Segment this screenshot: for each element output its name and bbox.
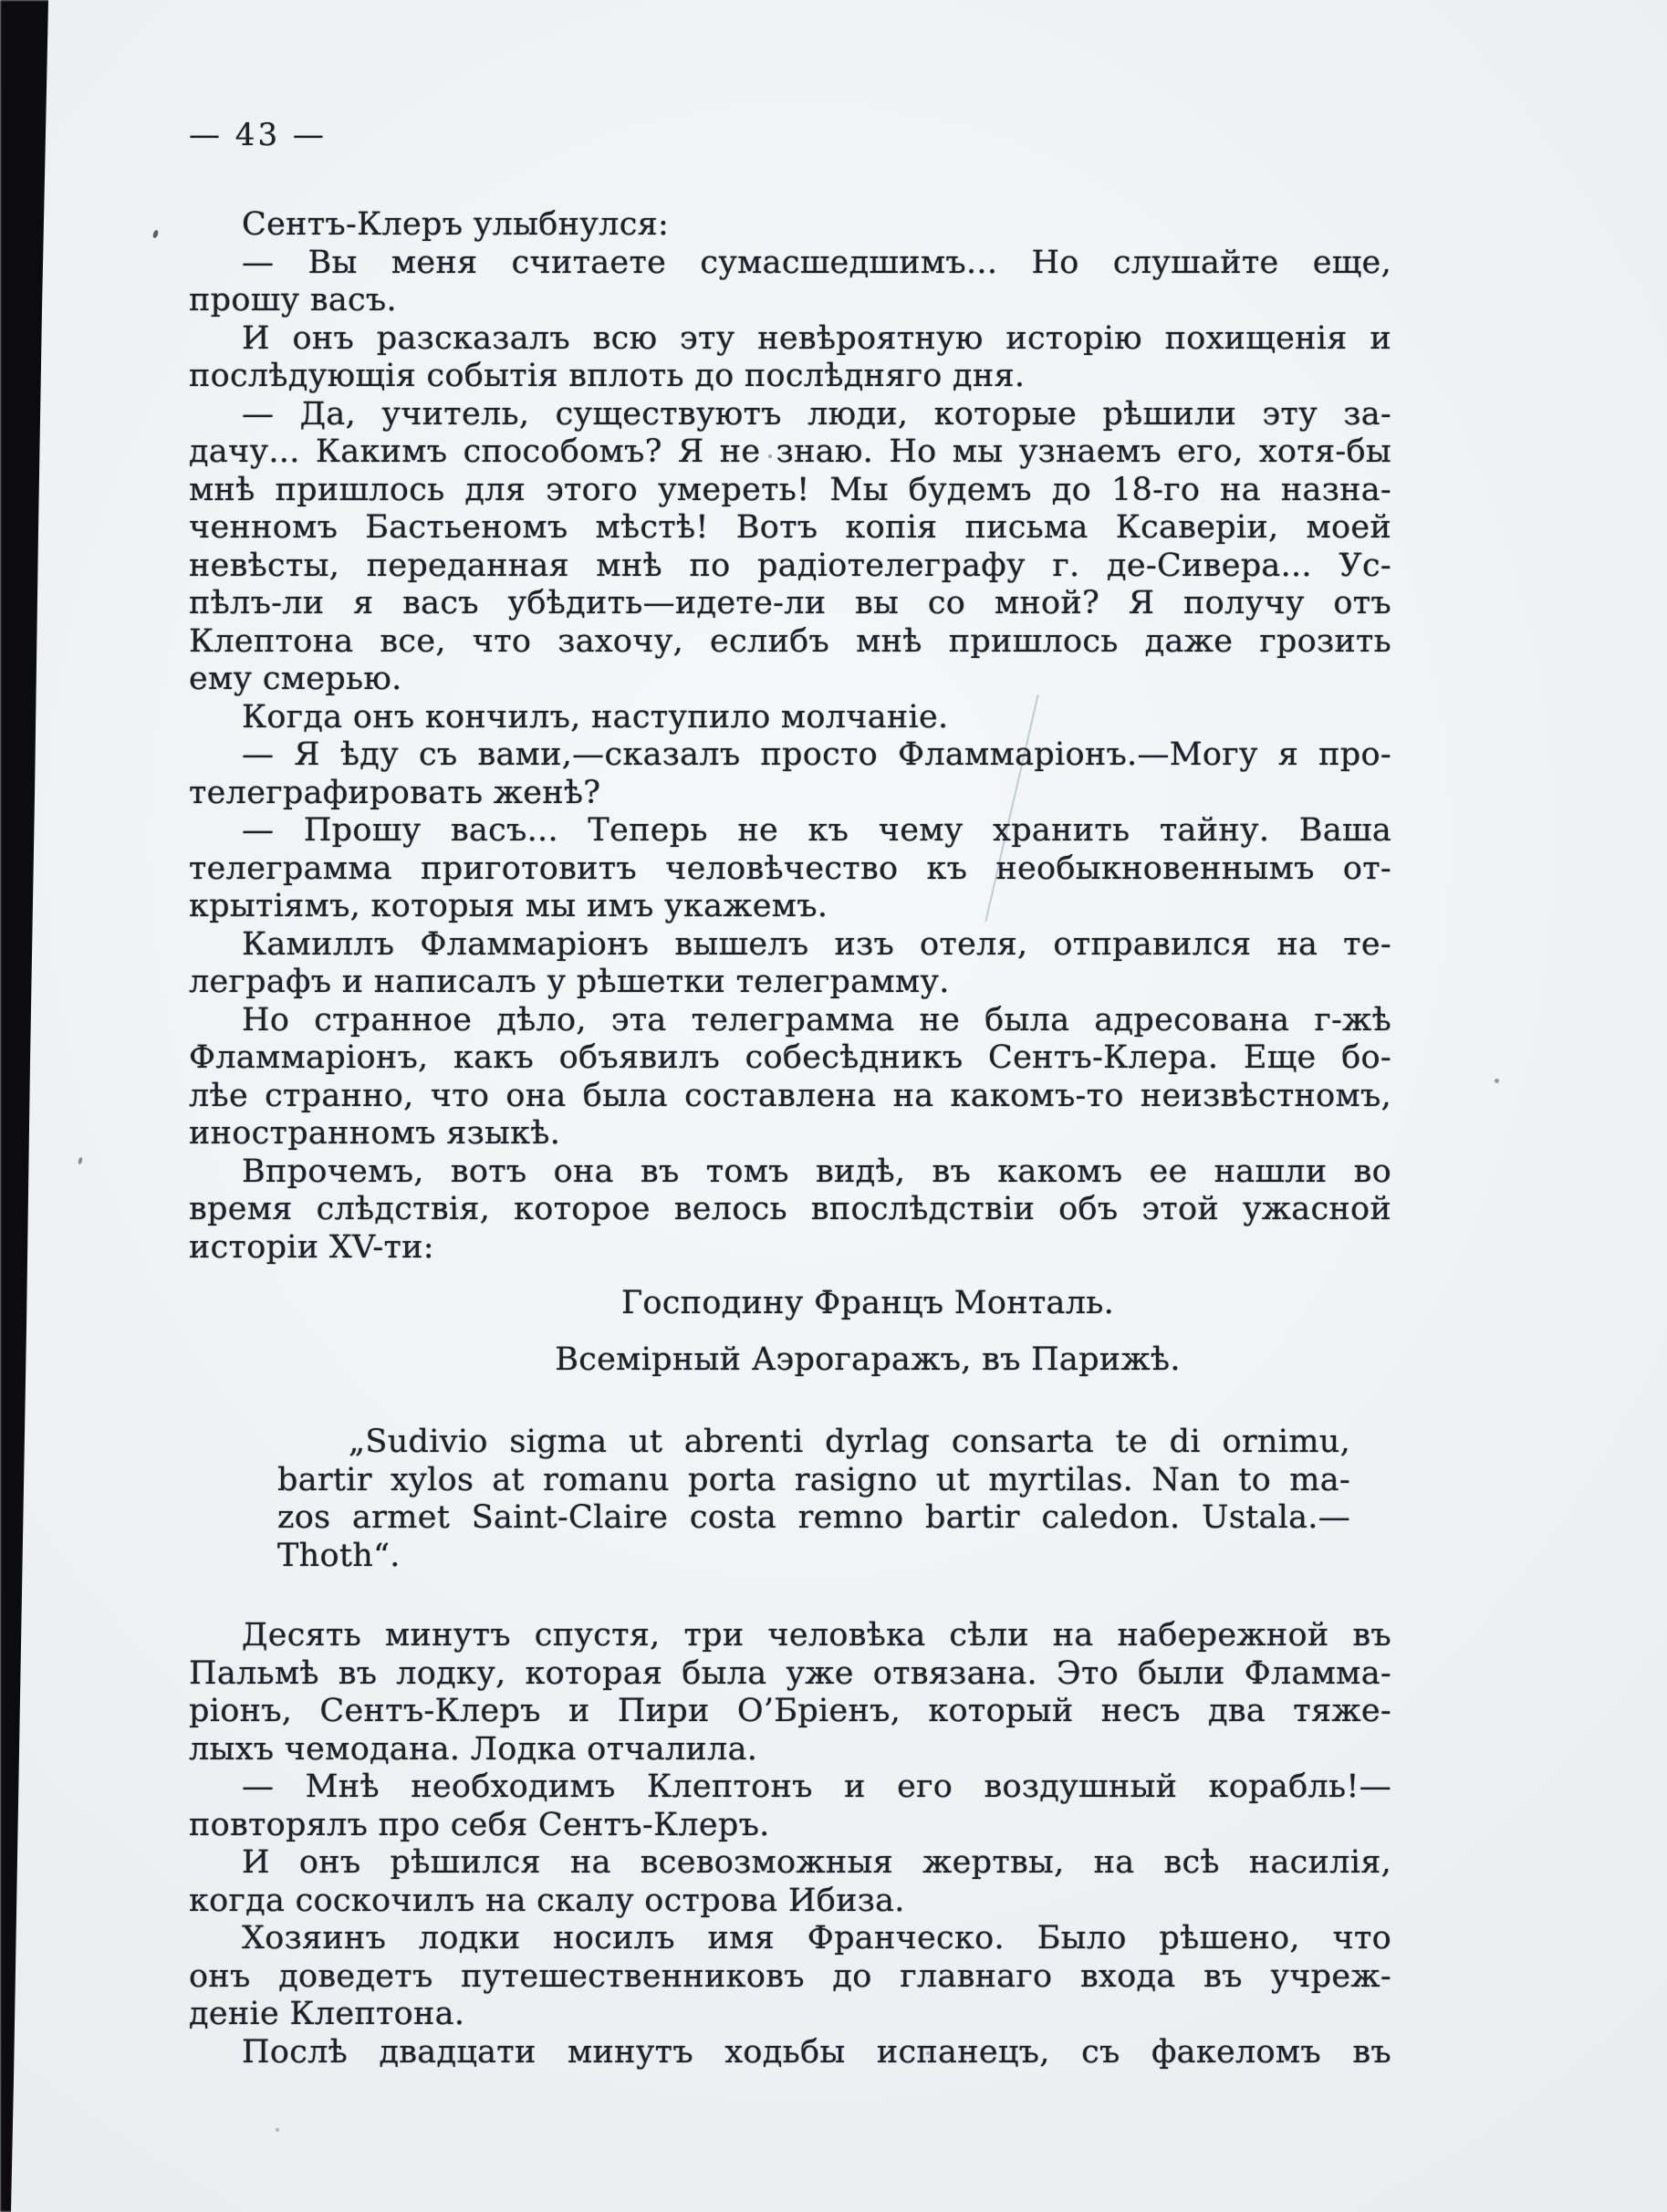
- body-text-line: повторялъ про себя Сентъ-Клеръ.: [189, 1806, 770, 1843]
- ink-speck: [78, 1157, 83, 1165]
- body-text-line: Десять минутъ спустя, три человѣка сѣли на набережной въ: [242, 1617, 1391, 1654]
- address-recipient-line: Господину Францъ Монталь.: [620, 1285, 1115, 1321]
- telegram-text-line: zos armet Saint-Claire costa remno bartir caledon. Ustala.—: [277, 1499, 1350, 1536]
- body-text-line: Но странное дѣло, эта телеграмма не была адресована г-жѣ: [242, 1001, 1391, 1038]
- body-text-line: Пальмѣ въ лодку, которая была уже отвязана. Это были Фламма-: [189, 1654, 1391, 1692]
- body-text-line: — Мнѣ необходимъ Клептонъ и его воздушный корабль!—: [242, 1769, 1391, 1805]
- page-number: — 43 —: [189, 117, 327, 153]
- body-text-line: мнѣ пришлось для этого умереть! Мы будемъ до 18-го на назна-: [189, 471, 1391, 508]
- body-text-line: Впрочемъ, вотъ она въ томъ видѣ, въ какомъ ее нашли во: [242, 1153, 1391, 1190]
- body-text-line: Сентъ-Клеръ улыбнулся:: [242, 206, 670, 243]
- body-text-line: послѣдующія событія вплоть до послѣдняго дня.: [189, 358, 1026, 394]
- body-text-line: — Я ѣду съ вами,—сказалъ просто Фламмаріонъ.—Могу я про-: [242, 736, 1391, 773]
- body-text-line: иностранномъ языкѣ.: [189, 1115, 561, 1152]
- body-text-line: телеграфировать женѣ?: [189, 774, 601, 811]
- body-text-line: ему смерью.: [189, 661, 402, 697]
- ink-speck: [152, 229, 160, 238]
- body-text-line: Камиллъ Фламмаріонъ вышелъ изъ отеля, отправился на те-: [242, 925, 1391, 963]
- body-text-line: лыхъ чемодана. Лодка отчалила.: [189, 1730, 758, 1768]
- body-text-line: исторіи XV-ти:: [189, 1228, 434, 1266]
- body-text-line: время слѣдствія, которое велось впослѣдствіи объ этой ужасной: [189, 1191, 1391, 1227]
- page-text-block-continued: [189, 1617, 1391, 2071]
- body-text-line: Фламмаріонъ, какъ объявилъ собесѣдникъ Сентъ-Клера. Еще бо-: [189, 1039, 1391, 1076]
- body-text-line: Клептона все, что захочу, еслибъ мнѣ пришлось даже грозить: [189, 622, 1391, 660]
- page-text-block: [189, 206, 1391, 2071]
- body-text-line: ченномъ Бастьеномъ мѣстѣ! Вотъ копія письма Ксаверіи, моей: [189, 509, 1391, 546]
- telegram-text-line: „Sudivio sigma ut abrenti dyrlag consarta te di ornimu,: [349, 1424, 1350, 1460]
- body-text-line: дачу... Какимъ способомъ? Я не знаю. Но мы узнаемъ его, хотя-бы: [189, 433, 1391, 470]
- body-text-line: онъ доведетъ путешественниковъ до главнаго входа въ учреж-: [189, 1957, 1391, 1995]
- scan-gutter-shadow: [0, 0, 64, 2212]
- body-text-line: И онъ рѣшился на всевозможныя жертвы, на всѣ насилія,: [242, 1844, 1391, 1881]
- body-text-line: Хозяинъ лодки носилъ имя Франческо. Было рѣшено, что: [242, 1920, 1391, 1956]
- body-text-line: И онъ разсказалъ всю эту невѣроятную исторію похищенія и: [242, 319, 1391, 357]
- body-text-line: телеграмма приготовитъ человѣчество къ необыкновеннымъ от-: [189, 850, 1391, 887]
- body-text-line: деніе Клептона.: [189, 1996, 465, 2032]
- body-text-line: леграфъ и написалъ у рѣшетки телеграмму.: [189, 964, 950, 1000]
- telegram-text-line: Thoth“.: [277, 1537, 401, 1574]
- body-text-line: пѣлъ-ли я васъ убѣдить—идете-ли вы со мной? Я получу отъ: [189, 585, 1391, 621]
- body-text-line: Послѣ двадцати минутъ ходьбы испанецъ, съ факеломъ въ: [242, 2033, 1391, 2071]
- address-location-line: Всемірный Аэрогаражъ, въ Парижѣ.: [555, 1341, 1181, 1378]
- body-text-line: лѣе странно, что она была составлена на какомъ-то неизвѣстномъ,: [189, 1077, 1391, 1114]
- body-text-line: Когда онъ кончилъ, наступило молчаніе.: [242, 698, 949, 736]
- body-text-line: — Да, учитель, существуютъ люди, которые рѣшили эту за-: [242, 395, 1391, 433]
- body-text-line: ріонъ, Сентъ-Клеръ и Пири О’Бріенъ, который несъ два тяже-: [189, 1693, 1391, 1729]
- body-text-line: когда соскочилъ на скалу острова Ибиза.: [189, 1882, 905, 1919]
- body-text-line: — Вы меня считаете сумасшедшимъ... Но слушайте еще,: [242, 244, 1391, 281]
- ink-speck: [276, 2128, 279, 2132]
- body-text-line: — Прошу васъ... Теперь не къ чему хранить тайну. Ваша: [242, 812, 1391, 849]
- ink-speck: [1495, 1079, 1499, 1083]
- telegram-block: [277, 1424, 1350, 1575]
- body-text-line: крытіямъ, которыя мы имъ укажемъ.: [189, 888, 828, 924]
- telegram-text-line: bartir xylos at romanu porta rasigno ut myrtilas. Nan to ma-: [277, 1461, 1350, 1498]
- body-text-line: невѣсты, переданная мнѣ по радіотелеграфу г. де-Сивера... Ус-: [189, 547, 1391, 584]
- body-text-line: прошу васъ.: [189, 282, 397, 318]
